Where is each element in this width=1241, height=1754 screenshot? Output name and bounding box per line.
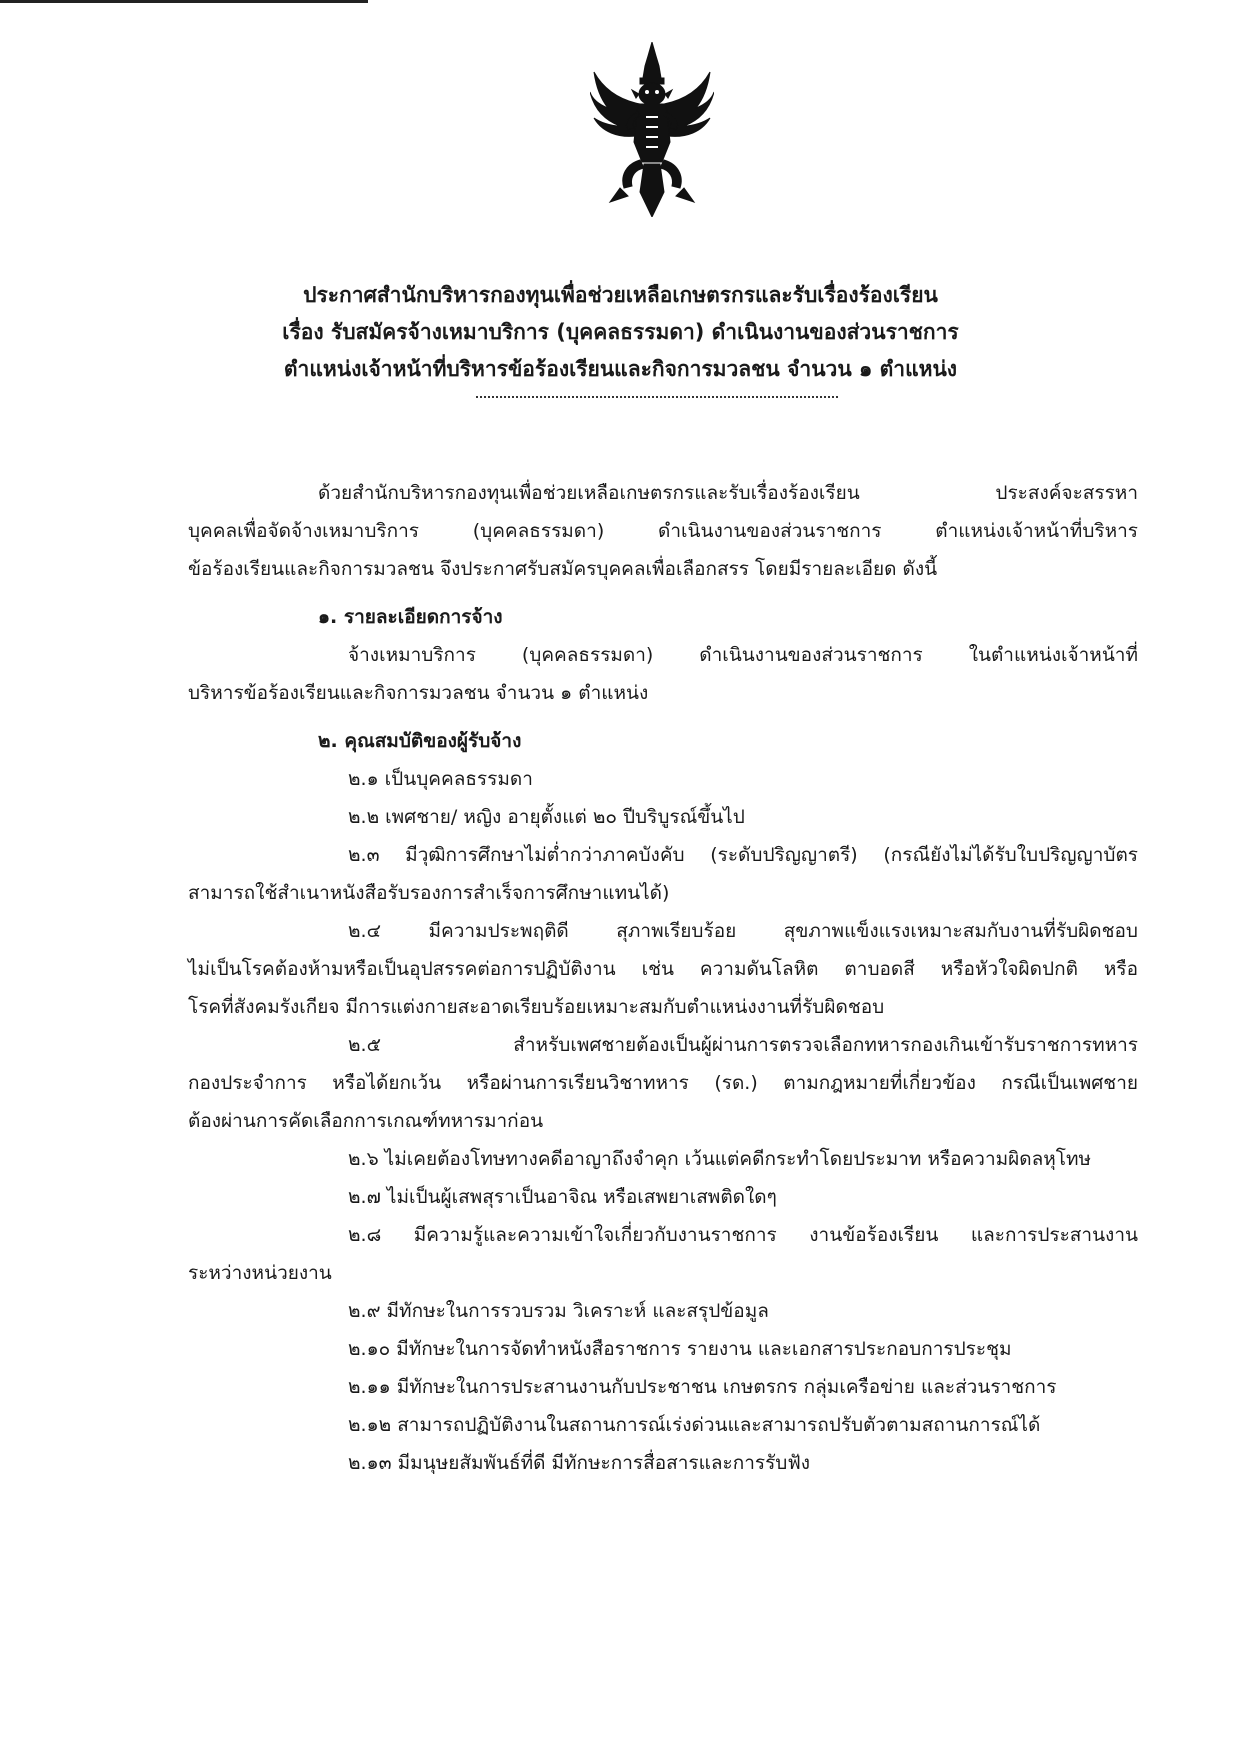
qualification-2-10: ๒.๑๐ มีทักษะในการจัดทำหนังสือราชการ รายงาน และเอกสารประกอบการประชุม — [348, 1338, 1012, 1360]
qualification-2-1: ๒.๑ เป็นบุคคลธรรมดา — [348, 768, 533, 790]
qualification-2-3-cont: สามารถใช้สำเนาหนังสือรับรองการสำเร็จการศึกษาแทนได้) — [188, 882, 670, 904]
section-1-line-2: บริหารข้อร้องเรียนและกิจการมวลชน จำนวน ๑ ตำแหน่ง — [188, 682, 649, 704]
qualification-2-12: ๒.๑๒ สามารถปฏิบัติงานในสถานการณ์เร่งด่วนและสามารถปรับตัวตามสถานการณ์ได้ — [348, 1414, 1041, 1436]
section-1-heading: ๑. รายละเอียดการจ้าง — [318, 606, 503, 628]
announcement-position: ตำแหน่งเจ้าหน้าที่บริหารข้อร้องเรียนและกิจการมวลชน จำนวน ๑ ตำแหน่ง — [283, 357, 958, 381]
qualification-2-4-cont-2: โรคที่สังคมรังเกียจ มีการแต่งกายสะอาดเรียบร้อยเหมาะสมกับตำแหน่งงานที่รับผิดชอบ — [188, 996, 885, 1018]
qualification-2-13: ๒.๑๓ มีมนุษยสัมพันธ์ที่ดี มีทักษะการสื่อสารและการรับฟัง — [348, 1452, 811, 1474]
qualification-2-5-cont-2: ต้องผ่านการคัดเลือกการเกณฑ์ทหารมาก่อน — [188, 1110, 544, 1132]
section-2-heading: ๒. คุณสมบัติของผู้รับจ้าง — [318, 730, 522, 752]
garuda-emblem-icon — [590, 42, 714, 217]
qualification-2-5-cont-1: กองประจำการ หรือได้ยกเว้น หรือผ่านการเรียนวิชาทหาร (รด.) ตามกฎหมายที่เกี่ยวข้อง กรณีเป็นเพศชาย — [188, 1072, 1138, 1094]
qualification-2-2: ๒.๒ เพศชาย/ หญิง อายุตั้งแต่ ๒๐ ปีบริบูรณ์ขึ้นไป — [348, 806, 745, 828]
intro-line-3: ข้อร้องเรียนและกิจการมวลชน จึงประกาศรับสมัครบุคคลเพื่อเลือกสรร โดยมีรายละเอียด ดังนี้ — [188, 558, 938, 580]
title-separator — [476, 396, 838, 398]
top-edge-line — [0, 0, 368, 3]
intro-line-1: ด้วยสำนักบริหารกองทุนเพื่อช่วยเหลือเกษตรกรและรับเรื่องร้องเรียน ประสงค์จะสรรหา — [318, 482, 1138, 504]
qualification-2-4-cont-1: ไม่เป็นโรคต้องห้ามหรือเป็นอุปสรรคต่อการปฏิบัติงาน เช่น ความดันโลหิต ตาบอดสี หรือหัวใจผิดปกติ หรือ — [188, 958, 1138, 980]
announcement-subject: เรื่อง รับสมัครจ้างเหมาบริการ (บุคคลธรรมดา) ดำเนินงานของส่วนราชการ — [282, 320, 959, 344]
qualification-2-11: ๒.๑๑ มีทักษะในการประสานงานกับประชาชน เกษตรกร กลุ่มเครือข่าย และส่วนราชการ — [348, 1376, 1057, 1398]
qualification-2-5: ๒.๕ สำหรับเพศชายต้องเป็นผู้ผ่านการตรวจเลือกทหารกองเกินเข้ารับราชการทหาร — [348, 1034, 1138, 1056]
qualification-2-4: ๒.๔ มีความประพฤติดี สุภาพเรียบร้อย สุขภาพแข็งแรงเหมาะสมกับงานที่รับผิดชอบ — [348, 920, 1138, 942]
announcement-title: ประกาศสำนักบริหารกองทุนเพื่อช่วยเหลือเกษตรกรและรับเรื่องร้องเรียน — [303, 283, 938, 307]
qualification-2-8: ๒.๘ มีความรู้และความเข้าใจเกี่ยวกับงานราชการ งานข้อร้องเรียน และการประสานงาน — [348, 1224, 1138, 1246]
intro-line-2: บุคคลเพื่อจัดจ้างเหมาบริการ (บุคคลธรรมดา) ดำเนินงานของส่วนราชการ ตำแหน่งเจ้าหน้าที่บริหาร — [188, 520, 1138, 542]
qualification-2-3: ๒.๓ มีวุฒิการศึกษาไม่ต่ำกว่าภาคบังคับ (ระดับปริญญาตรี) (กรณียังไม่ได้รับใบปริญญาบัตร — [348, 844, 1138, 866]
qualification-2-6: ๒.๖ ไม่เคยต้องโทษทางคดีอาญาถึงจำคุก เว้นแต่คดีกระทำโดยประมาท หรือความผิดลหุโทษ — [348, 1148, 1092, 1170]
section-1-line-1: จ้างเหมาบริการ (บุคคลธรรมดา) ดำเนินงานของส่วนราชการ ในตำแหน่งเจ้าหน้าที่ — [348, 644, 1138, 666]
qualification-2-9: ๒.๙ มีทักษะในการรวบรวม วิเคราะห์ และสรุปข้อมูล — [348, 1300, 769, 1322]
qualification-2-7: ๒.๗ ไม่เป็นผู้เสพสุราเป็นอาจิณ หรือเสพยาเสพติดใดๆ — [348, 1186, 777, 1208]
qualification-2-8-cont: ระหว่างหน่วยงาน — [188, 1262, 332, 1284]
